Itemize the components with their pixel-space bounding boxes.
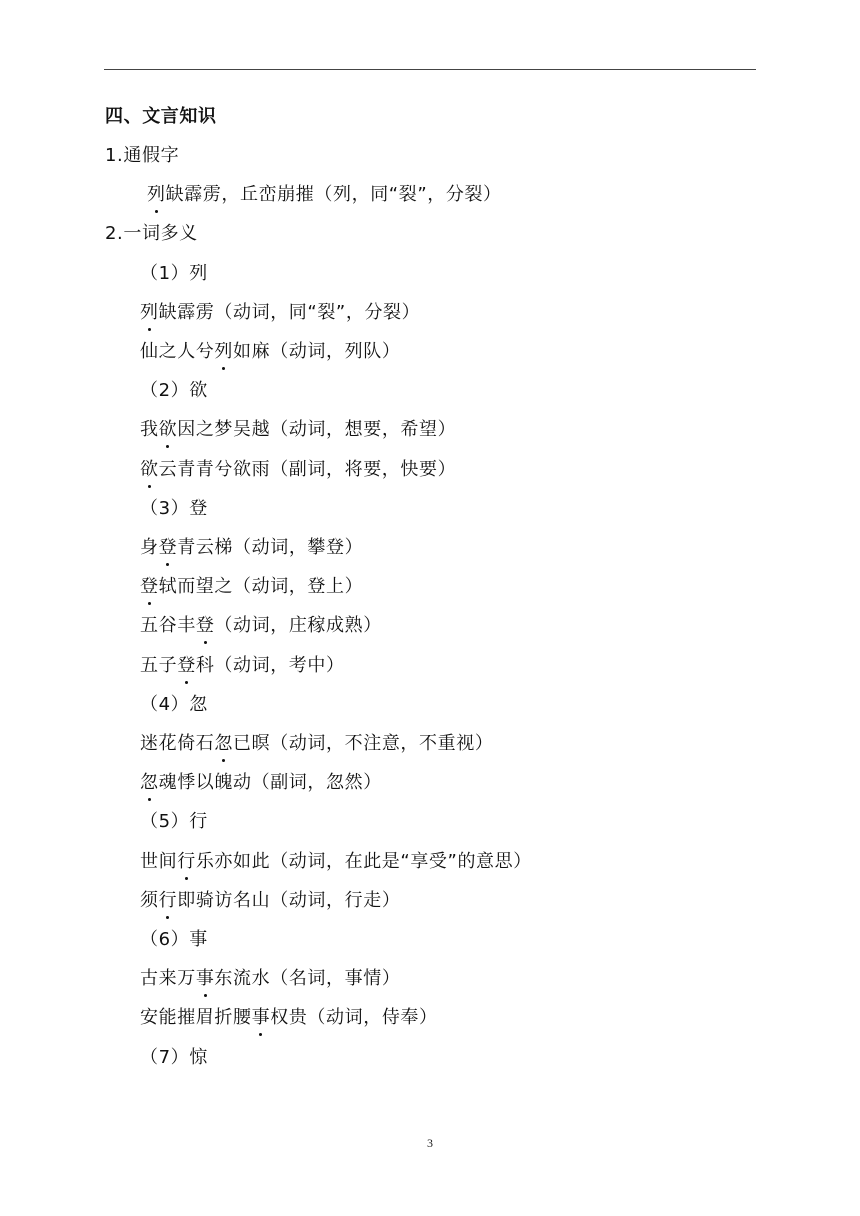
text-segment: （动词，庄稼成熟） — [214, 615, 382, 637]
text-segment: （2）欲 — [140, 380, 208, 402]
line-xing-2 — [140, 889, 400, 913]
text-segment: 东流水（名词，事情） — [214, 968, 401, 990]
text-segment: 缺霹雳（动词，同“裂”，分裂） — [158, 301, 421, 323]
emphasized-character: 登 — [140, 576, 159, 598]
text-segment: 迷花倚石 — [140, 733, 215, 754]
line-shi-1 — [140, 967, 400, 991]
emphasized-character: 登 — [158, 537, 178, 558]
text-segment: 如麻（动词，列队） — [233, 341, 401, 362]
line-deng-4 — [140, 654, 345, 678]
line-deng-1 — [140, 536, 363, 560]
line-lie-1 — [140, 301, 420, 325]
text-segment: 青云梯（动词，攀登） — [177, 537, 364, 558]
text-segment: 2.一词多义 — [105, 223, 198, 245]
line-yu-1 — [140, 418, 456, 442]
text-segment: 我 — [140, 419, 159, 441]
text-segment: 科（动词，考中） — [195, 654, 345, 676]
text-segment: 1.通假字 — [105, 145, 180, 166]
emphasized-character: 事 — [195, 968, 215, 990]
text-segment: 世间 — [140, 850, 178, 872]
emphasized-character: 忽 — [214, 733, 234, 754]
line-hu-1 — [140, 732, 493, 756]
text-segment: 因之梦吴越（动词，想要，希望） — [177, 419, 457, 441]
line-yu-head — [140, 379, 208, 403]
line-tongjiazi-1 — [147, 183, 502, 207]
text-segment: 须 — [140, 889, 159, 911]
line-shi-head — [140, 928, 208, 952]
text-segment: 安能摧眉折腰 — [140, 1007, 252, 1029]
line-deng-head — [140, 497, 208, 521]
text-segment: 身 — [140, 537, 159, 558]
emphasized-character: 欲 — [158, 419, 178, 441]
text-segment: （4）忽 — [140, 693, 208, 715]
line-shi-2 — [140, 1006, 438, 1030]
text-segment: 五谷丰 — [140, 615, 196, 637]
text-segment: （1）列 — [140, 262, 208, 284]
line-hu-head — [140, 693, 208, 717]
text-segment: 仙之人兮 — [140, 341, 215, 362]
line-deng-3 — [140, 614, 382, 638]
emphasized-character: 登 — [177, 654, 196, 676]
line-jing-head — [140, 1046, 208, 1070]
line-xing-head — [140, 810, 208, 834]
line-xing-1 — [140, 850, 532, 874]
line-tongjiazi-title — [105, 144, 179, 168]
line-lie-2 — [140, 340, 400, 364]
text-segment: 古来万 — [140, 968, 196, 990]
emphasized-character: 事 — [251, 1007, 271, 1029]
emphasized-character: 忽 — [140, 772, 159, 794]
text-segment: （7）惊 — [140, 1046, 208, 1068]
text-segment: 魂悸以魄动（副词，忽然） — [158, 772, 382, 794]
emphasized-character: 列 — [140, 301, 159, 323]
line-lie-head — [140, 262, 208, 286]
text-segment: 乐亦如此（动词，在此是“享受”的意思） — [195, 850, 532, 872]
emphasized-character: 行 — [177, 850, 196, 872]
text-segment: （5）行 — [140, 811, 208, 833]
text-segment: 云青青兮欲雨（副词，将要，快要） — [158, 458, 457, 480]
emphasized-character: 列 — [214, 341, 234, 362]
line-yiciduoyi-title — [105, 222, 198, 246]
text-segment: （3）登 — [140, 497, 208, 519]
page-number: 3 — [427, 1136, 433, 1150]
header-rule — [104, 69, 756, 70]
text-segment: 已暝（动词，不注意，不重视） — [233, 733, 494, 754]
text-segment: 五子 — [140, 654, 178, 676]
emphasized-character: 欲 — [140, 458, 159, 480]
emphasized-character: 列 — [147, 184, 166, 206]
line-deng-2 — [140, 575, 363, 599]
line-yu-2 — [140, 458, 456, 482]
emphasized-character: 行 — [158, 889, 178, 911]
line-hu-2 — [140, 771, 382, 795]
text-segment: 权贵（动词，侍奉） — [270, 1007, 438, 1029]
text-segment: 缺霹雳，丘峦崩摧（列，同“裂”，分裂） — [165, 184, 502, 206]
emphasized-character: 登 — [195, 615, 215, 637]
text-segment: 轼而望之（动词，登上） — [158, 576, 364, 598]
text-segment: 即骑访名山（动词，行走） — [177, 889, 401, 911]
section-title: 四、文言知识 — [105, 106, 217, 127]
text-segment: （6）事 — [140, 929, 208, 950]
